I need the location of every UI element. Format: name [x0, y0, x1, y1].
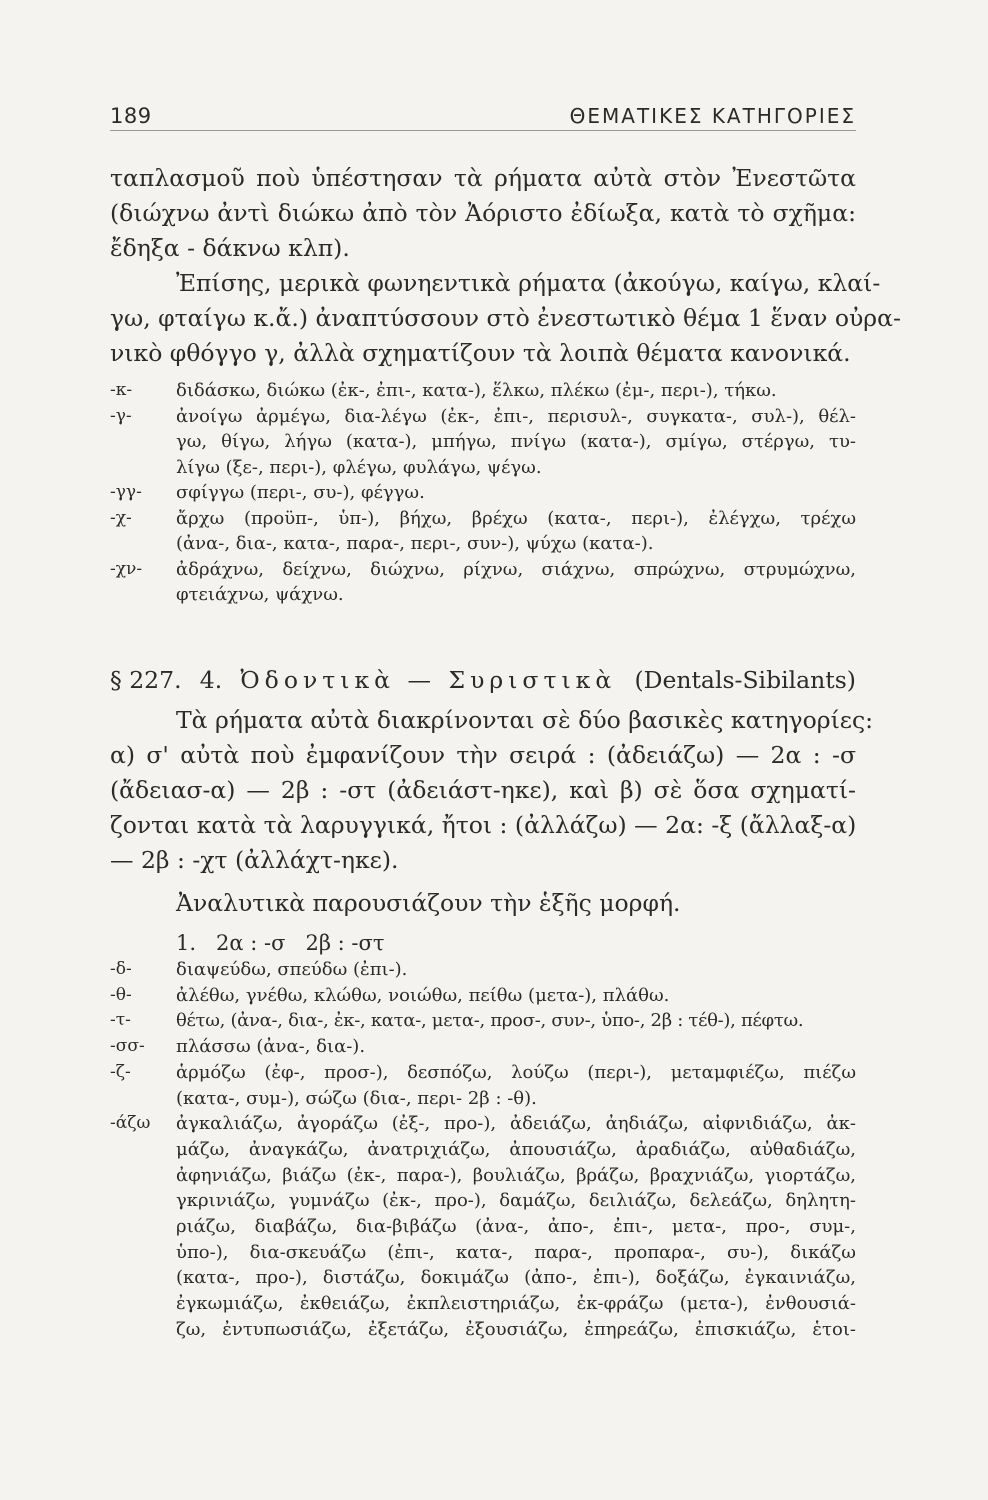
dental-verb-list	[110, 957, 856, 1343]
paragraph-two	[110, 266, 901, 371]
list-item	[110, 506, 856, 557]
text-line: α) σ' αὐτὰ ποὺ ἐμφανίζουν τὴν σειρά : (ἀδειάζω) — 2α : -σ	[110, 741, 856, 769]
entry-line: ἀνοίγω ἀρμέγω, δια-λέγω (ἐκ-, ἐπι-, περισυλ-, συγκατα-, συλ-), θέλ-	[176, 405, 856, 427]
running-title: ΘΕΜΑΤΙΚΕΣ ΚΑΤΗΓΟΡΙΕΣ	[569, 104, 856, 128]
entry-line: ἀφηνιάζω, βιάζω (ἐκ-, παρα-), βουλιάζω, βράζω, βραχνιάζω, γιορτάζω,	[176, 1164, 856, 1186]
text-line: ἔδηξα - δάκνω κλπ).	[110, 234, 350, 262]
subsection-heading: 1. 2α : -σ 2β : -στ	[176, 931, 385, 955]
page-number: 189	[110, 104, 152, 128]
text-line: Ἐπίσης, μερικὰ φωνηεντικὰ ρήματα (ἀκούγω, καίγω, κλαί-	[176, 269, 881, 297]
section-heading	[110, 663, 856, 698]
entry-line: φτειάχνω, ψάχνω.	[176, 584, 344, 605]
header-rule	[110, 130, 856, 131]
list-item	[110, 1008, 856, 1034]
entry-line: (κατα-, συμ-), σώζω (δια-, περι- 2β : -θ).	[176, 1087, 537, 1109]
entry-line: λίγω (ξε-, περι-), φλέγω, φυλάγω, ψέγω.	[176, 456, 542, 478]
list-item	[110, 1034, 856, 1060]
entry-line: γω, θίγω, λήγω (κατα-), μπήγω, πνίγω (κατα-), σμίγω, στέργω, τυ-	[176, 431, 856, 452]
text-line: γω, φταίγω κ.ἄ.) ἀναπτύσσουν στὸ ἐνεστωτικὸ θέμα 1 ἕναν οὐρα-	[110, 304, 901, 332]
entry-line: διδάσκω, διώκω (ἐκ-, ἐπι-, κατα-), ἕλκω, πλέκω (ἐμ-, περι-), τήκω.	[176, 380, 777, 401]
entry-label: -σσ-	[110, 1036, 145, 1057]
list-item	[110, 1111, 856, 1342]
entry-label: -δ-	[110, 959, 132, 979]
list-item	[110, 957, 856, 983]
list-item	[110, 378, 856, 404]
entry-line: ἐγκωμιάζω, ἐκθειάζω, ἐκπλειστηριάζω, ἐκ-φράζω (μετα-), ἐνθουσιά-	[176, 1293, 856, 1315]
entry-label: -χ-	[110, 507, 132, 528]
list-item	[110, 480, 856, 506]
paragraph-three	[110, 703, 874, 921]
intro-paragraph	[110, 161, 856, 266]
entry-line: πλάσσω (ἀνα-, δια-).	[176, 1036, 366, 1058]
entry-line: ἀγκαλιάζω, ἀγοράζω (ἐξ-, προ-), ἀδειάζω, ἀηδιάζω, αἰφνιδιάζω, ἀκ-	[176, 1113, 856, 1135]
entry-label: -κ-	[110, 380, 133, 400]
entry-line: ριάζω, διαβάζω, δια-βιβάζω (ἀνα-, ἀπο-, ἐπι-, μετα-, προ-, συμ-,	[176, 1216, 856, 1238]
text-line: (διώχνω ἀντὶ διώκω ἀπὸ τὸν Ἀόριστο ἐδίωξα, κατὰ τὸ σχῆμα:	[110, 199, 856, 227]
section-latin-title: (Dentals-Sibilants)	[634, 666, 856, 694]
entry-line: μάζω, ἀναγκάζω, ἀνατριχιάζω, ἀπουσιάζω, ἀραδιάζω, αὐθαδιάζω,	[176, 1138, 856, 1160]
section-title: Ὀδοντικὰ — Συριστικὰ	[240, 666, 617, 694]
entry-line: διαψεύδω, σπεύδω (ἐπι-).	[176, 959, 408, 980]
entry-label: -γγ-	[110, 482, 142, 502]
text-line: Τὰ ρήματα αὐτὰ διακρίνονται σὲ δύο βασικὲς κατηγορίες:	[176, 706, 874, 734]
text-line: Ἀναλυτικὰ παρουσιάζουν τὴν ἑξῆς μορφή.	[176, 889, 681, 917]
entry-line: ἄρχω (προϋπ-, ὑπ-), βήχω, βρέχω (κατα-, περι-), ἐλέγχω, τρέχω	[176, 507, 856, 529]
entry-label: -ζ-	[110, 1061, 131, 1082]
list-item	[110, 1060, 856, 1111]
entry-label: -άζω	[110, 1113, 151, 1134]
entry-label: -θ-	[110, 984, 132, 1005]
entry-label: -τ-	[110, 1010, 131, 1031]
text-line: ταπλασμοῦ ποὺ ὑπέστησαν τὰ ρήματα αὐτὰ στὸν Ἐνεστῶτα	[110, 164, 856, 192]
entry-line: θέτω, (ἀνα-, δια-, ἐκ-, κατα-, μετα-, προσ-, συν-, ὑπο-, 2β : τέθ-), πέφτω.	[176, 1010, 804, 1032]
entry-line: ζω, ἐντυπωσιάζω, ἐξετάζω, ἐξουσιάζω, ἐπηρεάζω, ἐπισκιάζω, ἑτοι-	[176, 1318, 856, 1340]
entry-line: σφίγγω (περι-, συ-), φέγγω.	[176, 482, 425, 503]
entry-line: ἁρμόζω (ἐφ-, προσ-), δεσπόζω, λούζω (περι-), μεταμφιέζω, πιέζω	[176, 1061, 856, 1083]
text-line: (ἄδειασ-α) — 2β : -στ (ἀδειάστ-ηκε), καὶ β) σὲ ὅσα σχηματί-	[110, 776, 856, 804]
entry-line: ὑπο-), δια-σκευάζω (ἐπι-, κατα-, παρα-, προπαρα-, συ-), δικάζω	[176, 1241, 856, 1263]
page-header	[110, 88, 856, 128]
section-number: § 227.	[110, 666, 182, 694]
text-line: νικὸ φθόγγο γ, ἀλλὰ σχηματίζουν τὰ λοιπὰ θέματα κανονικά.	[110, 339, 851, 367]
list-item	[110, 983, 856, 1009]
text-line: ζονται κατὰ τὰ λαρυγγικά, ἤτοι : (ἀλλάζω) — 2α: -ξ (ἄλλαξ-α)	[110, 811, 857, 839]
text-line: — 2β : -χτ (ἀλλάχτ-ηκε).	[110, 846, 399, 874]
entry-line: (ἀνα-, δια-, κατα-, παρα-, περι-, συν-), ψύχω (κατα-).	[176, 533, 654, 554]
entry-line: γκρινιάζω, γυμνάζω (ἐκ-, προ-), δαμάζω, δειλιάζω, δελεάζω, δηλητη-	[176, 1190, 856, 1212]
entry-line: ἀλέθω, γνέθω, κλώθω, νοιώθω, πείθω (μετα-), πλάθω.	[176, 984, 670, 1006]
list-item	[110, 557, 856, 608]
entry-line: (κατα-, προ-), διστάζω, δοκιμάζω (ἀπο-, ἐπι-), δοξάζω, ἐγκαινιάζω,	[176, 1267, 856, 1289]
velar-verb-list	[110, 378, 856, 608]
list-item	[110, 404, 856, 481]
entry-label: -χν-	[110, 558, 143, 579]
entry-line: ἀδράχνω, δείχνω, διώχνω, ρίχνω, σιάχνω, σπρώχνω, στρυμώχνω,	[176, 558, 856, 580]
entry-label: -γ-	[110, 405, 132, 426]
section-index: 4.	[199, 666, 223, 694]
